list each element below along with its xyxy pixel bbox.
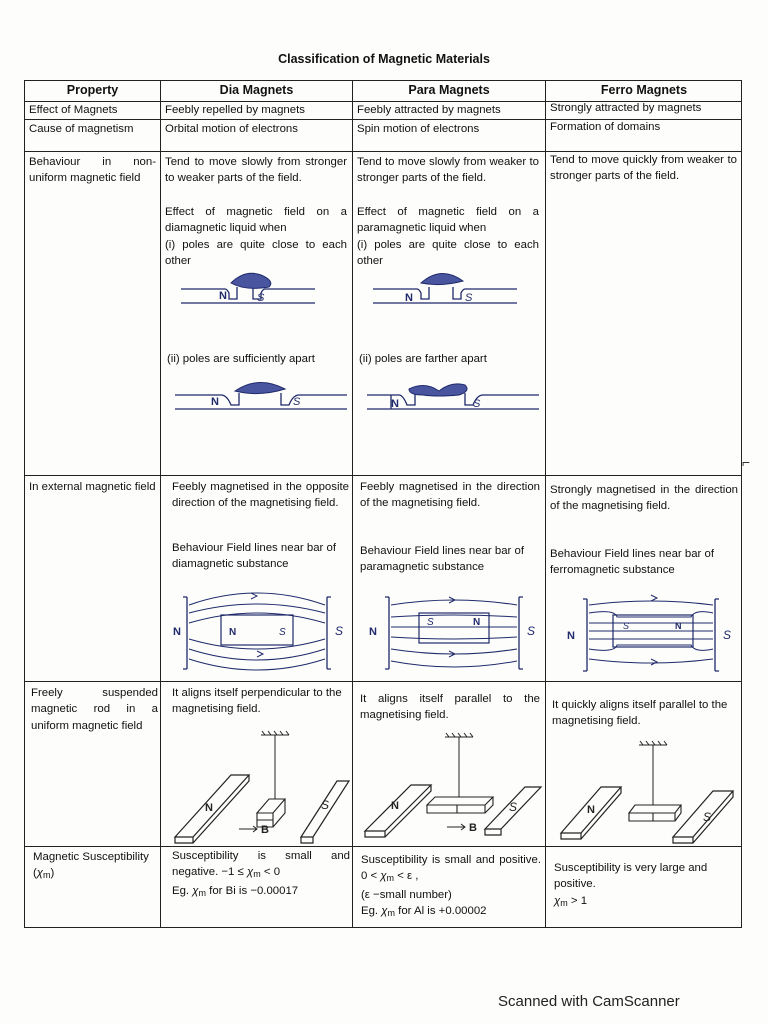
pole-north-label: N (173, 626, 181, 638)
suspended-property: Freely suspended magnetic rod in a uniform magnetic field (31, 687, 158, 732)
dia-field-lines-figure (169, 583, 349, 673)
chi-subscript: m (253, 869, 261, 880)
col-divider (352, 81, 353, 927)
effect-dia: Feebly repelled by magnets (165, 104, 305, 116)
pole-north-label: N (587, 804, 595, 816)
ferro-susceptibility-text: Susceptibility is very large and positive. (554, 862, 708, 891)
external-dia-lines: Behaviour Field lines near bar of diamagnetic substance (172, 542, 336, 571)
chi-symbol: χ (380, 870, 387, 883)
nonuniform-para: Tend to move slowly from weaker to stronger parts of the field. (357, 156, 539, 185)
bar-north-label: N (473, 617, 481, 628)
nonuniform-property: Behaviour in non-uniform magnetic field (29, 156, 156, 185)
col-divider (160, 81, 161, 927)
effect-ferro: Strongly attracted by magnets (550, 102, 702, 114)
para-susceptibility-upper: < ε , (397, 870, 419, 883)
margin-mark: ⌐ (742, 454, 751, 470)
nonuniform-dia-case-i: (i) poles are quite close to each other (165, 239, 347, 268)
para-liquid-close-poles-figure (367, 261, 537, 311)
dia-liquid-apart-poles-figure (171, 371, 346, 421)
cause-ferro: Formation of domains (550, 121, 661, 133)
pole-south-label: S (473, 398, 481, 410)
row-divider (25, 475, 741, 476)
para-field-lines-figure (361, 583, 541, 673)
pole-south-label: S (293, 396, 301, 408)
effect-property: Effect of Magnets (29, 104, 118, 116)
external-para-lines: Behaviour Field lines near bar of paramagnetic substance (360, 545, 524, 574)
pole-north-label: N (391, 398, 399, 410)
classification-table (24, 80, 742, 928)
nonuniform-para-case-i: (i) poles are quite close to each other (357, 239, 539, 268)
chi-symbol: χ (246, 866, 254, 879)
para-example-prefix: Eg. (361, 905, 379, 918)
nonuniform-para-case-ii: (ii) poles are farther apart (359, 353, 487, 365)
para-susceptibility-lower: 0 < (361, 870, 378, 883)
pole-south-label: S (703, 810, 712, 824)
cause-property: Cause of magnetism (29, 123, 134, 135)
bar-north-label: N (675, 621, 682, 631)
chi-subscript: m (43, 870, 51, 881)
external-para: Feebly magnetised in the direction of the magnetising field. (360, 481, 540, 510)
header-para: Para Magnets (408, 83, 490, 97)
pole-north-label: N (211, 396, 219, 408)
external-ferro-lines: Behaviour Field lines near bar of ferromagnetic substance (550, 548, 714, 577)
para-susceptibility-text: Susceptibility is small and positive. (361, 854, 541, 866)
cause-dia: Orbital motion of electrons (165, 123, 298, 135)
dia-susceptibility-bound: < 0 (263, 866, 281, 879)
pole-north-label: N (391, 800, 399, 812)
bar-south-label: S (623, 621, 630, 631)
pole-north-label: N (567, 630, 575, 642)
suspended-dia: It aligns itself perpendicular to the magnetising field. (172, 687, 342, 716)
field-b-label: B (261, 824, 269, 836)
pole-south-label: S (465, 292, 473, 304)
bar-north-label: N (229, 627, 237, 638)
pole-north-label: N (369, 626, 377, 638)
para-epsilon-note: (ε −small number) (361, 888, 452, 901)
pole-south-label: S (257, 292, 265, 304)
chi-subscript: m (386, 873, 395, 884)
susceptibility-property (33, 849, 159, 884)
dia-suspended-rod-figure (169, 729, 349, 844)
cause-para: Spin motion of electrons (357, 123, 480, 135)
chi-subscript: m (560, 897, 568, 908)
chi-subscript: m (387, 908, 395, 919)
pole-south-label: S (509, 800, 518, 814)
chi-symbol: χ (192, 884, 199, 897)
para-liquid-apart-poles-figure (363, 371, 538, 421)
susceptibility-ferro (554, 860, 740, 911)
chi-subscript: m (198, 887, 206, 898)
nonuniform-dia: Tend to move slowly from stronger to weaker parts of the field. (165, 156, 347, 185)
page-title: Classification of Magnetic Materials (278, 52, 490, 66)
pole-north-label: N (219, 290, 227, 302)
dia-liquid-close-poles-figure (175, 261, 345, 311)
pole-south-label: S (723, 628, 732, 642)
susceptibility-property-close: ) (50, 867, 55, 880)
chi-symbol: χ (381, 905, 388, 918)
pole-south-label: S (321, 798, 330, 812)
header-property: Property (66, 83, 119, 97)
susceptibility-property-text: Magnetic Susceptibility ( (33, 851, 149, 880)
susceptibility-para (361, 852, 541, 922)
pole-north-label: N (405, 292, 413, 304)
col-divider (545, 81, 546, 927)
effect-para: Feebly attracted by magnets (357, 104, 501, 116)
bar-south-label: S (427, 617, 434, 628)
field-b-label: B (469, 822, 477, 834)
para-example-value: for Al is +0.00002 (398, 905, 487, 918)
nonuniform-dia-effect: Effect of magnetic field on a diamagnetic liquid when (165, 206, 347, 235)
row-divider (25, 681, 741, 682)
external-ferro: Strongly magnetised in the direction of the magnetising field. (550, 484, 738, 513)
nonuniform-dia-case-ii: (ii) poles are sufficiently apart (167, 353, 315, 365)
suspended-ferro: It quickly aligns itself parallel to the magnetising field. (552, 699, 728, 728)
scanner-watermark: Scanned with CamScanner (498, 993, 680, 1010)
pole-north-label: N (205, 802, 213, 814)
nonuniform-para-effect: Effect of magnetic field on a paramagnetic liquid when (357, 206, 539, 235)
nonuniform-ferro: Tend to move quickly from weaker to stronger parts of the field. (550, 154, 737, 183)
header-ferro: Ferro Magnets (600, 83, 688, 97)
ferro-field-lines-figure (555, 589, 740, 675)
susceptibility-dia (172, 848, 350, 901)
ferro-susceptibility-bound: > 1 (570, 894, 588, 907)
para-suspended-rod-figure (361, 733, 541, 845)
external-property: In external magnetic field (29, 481, 156, 493)
chi-symbol: χ (554, 894, 561, 907)
suspended-para: It aligns itself parallel to the magnetising field. (360, 693, 540, 722)
dia-example-value: for Bi is −0.00017 (209, 884, 299, 897)
ferro-suspended-rod-figure (553, 741, 738, 845)
pole-south-label: S (527, 624, 536, 638)
dia-example-prefix: Eg. (172, 884, 190, 897)
pole-south-label: S (335, 624, 344, 638)
row-divider (25, 846, 741, 847)
bar-south-label: S (279, 627, 286, 638)
chi-symbol: χ (36, 867, 44, 880)
dia-susceptibility-text: Susceptibility is small and negative. −1 ≤ (172, 850, 350, 879)
header-dia: Dia Magnets (219, 83, 294, 97)
external-dia: Feebly magnetised in the opposite direction of the magnetising field. (172, 481, 349, 510)
